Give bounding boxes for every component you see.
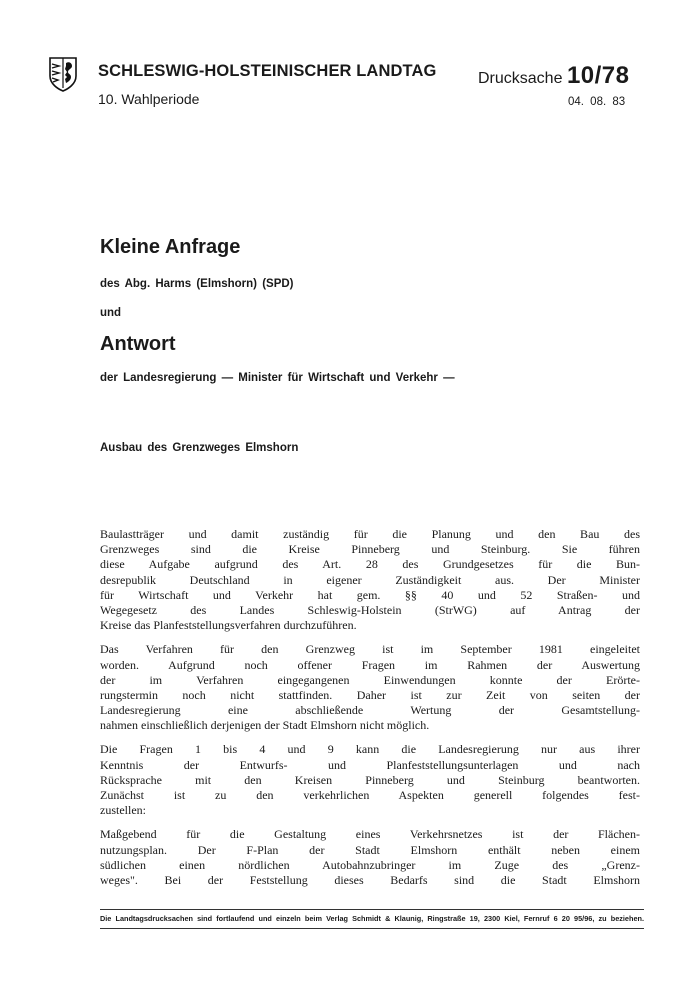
text-line: der im Verfahren eingegangenen Einwendungen konnte der Erörte- <box>100 672 640 687</box>
heading-antwort: Antwort <box>100 333 176 355</box>
footer-divider-top <box>100 909 644 910</box>
text-line: für Wirtschaft und Verkehr hat gem. §§ 40 und 52 Straßen- und <box>100 587 640 602</box>
text-line: Maßgebend für die Gestaltung eines Verkehrsnetzes ist der Flächen- <box>100 827 640 842</box>
text-line: nahmen einschließlich derjenigen der Stadt Elmshorn nicht möglich. <box>100 718 430 733</box>
paragraph-3 <box>100 742 640 818</box>
answer-author: der Landesregierung — Minister für Wirtschaft und Verkehr — <box>100 372 455 384</box>
text-line: Wegegesetz des Landes Schleswig-Holstein (StrWG) auf Antrag der <box>100 602 640 617</box>
text-line: Die Fragen 1 bis 4 und 9 kann die Landesregierung nur aus ihrer <box>100 742 640 757</box>
document-number: 10/78 <box>566 62 630 89</box>
text-line: Landesregierung eine abschließende Wertung der Gesamtstellung- <box>100 703 640 718</box>
text-line: Kenntnis der Entwurfs- und Planfeststellungsunterlagen und nach <box>100 757 640 772</box>
election-period: 10. Wahlperiode <box>98 91 200 107</box>
parliament-name: SCHLESWIG-HOLSTEINISCHER LANDTAG <box>98 62 437 80</box>
text-line: nutzungsplan. Der F-Plan der Stadt Elmshorn enthält neben einem <box>100 842 640 857</box>
document-label: Drucksache <box>478 70 563 87</box>
topic-title: Ausbau des Grenzweges Elmshorn <box>100 442 299 454</box>
text-line: Rücksprache mit den Kreisen Pinneberg und Steinburg beantworten. <box>100 772 640 787</box>
document-reference <box>478 62 630 90</box>
conjunction-und: und <box>100 307 122 319</box>
text-line: Das Verfahren für den Grenzweg ist im September 1981 eingeleitet <box>100 642 640 657</box>
paragraph-4 <box>100 827 640 888</box>
paragraph-1 <box>100 527 640 633</box>
body-text <box>100 527 640 897</box>
text-line: desrepublik Deutschland in eigener Zuständigkeit aus. Der Minister <box>100 572 640 587</box>
text-line: Baulastträger und damit zuständig für die Planung und den Bau des <box>100 527 640 541</box>
text-line: zustellen: <box>100 803 146 818</box>
text-line: Zunächst ist zu den verkehrlichen Aspekten generell folgendes fest- <box>100 788 640 802</box>
footer-divider-bottom <box>100 928 644 929</box>
text-line: südlichen einen nördlichen Autobahnzubringer im Zuge des „Grenz- <box>100 857 640 872</box>
paragraph-2 <box>100 642 640 733</box>
text-line: Kreise das Planfeststellungsverfahren durchzuführen. <box>100 618 357 633</box>
text-line: weges". Bei der Feststellung dieses Bedarfs sind die Stadt Elmshorn <box>100 872 640 887</box>
text-line: diese Aufgabe aufgrund des Art. 28 des Grundgesetzes für die Bun- <box>100 557 640 572</box>
coat-of-arms-icon <box>48 56 78 92</box>
inquiry-author: des Abg. Harms (Elmshorn) (SPD) <box>100 278 294 290</box>
document-date: 04. 08. 83 <box>568 96 626 108</box>
footer-note: Die Landtagsdrucksachen sind fortlaufend und einzeln beim Verlag Schmidt & Klaunig, Ringstraße 19, 2300 Kiel, Fernruf 6 20 95/96, zu beziehen. <box>100 914 644 923</box>
text-line: rungstermin noch nicht stattfinden. Daher ist zur Zeit von seiten der <box>100 687 640 702</box>
text-line: Grenzweges sind die Kreise Pinneberg und Steinburg. Sie führen <box>100 542 640 557</box>
text-line: worden. Aufgrund noch offener Fragen im Rahmen der Auswertung <box>100 657 640 672</box>
heading-kleine-anfrage: Kleine Anfrage <box>100 236 241 258</box>
